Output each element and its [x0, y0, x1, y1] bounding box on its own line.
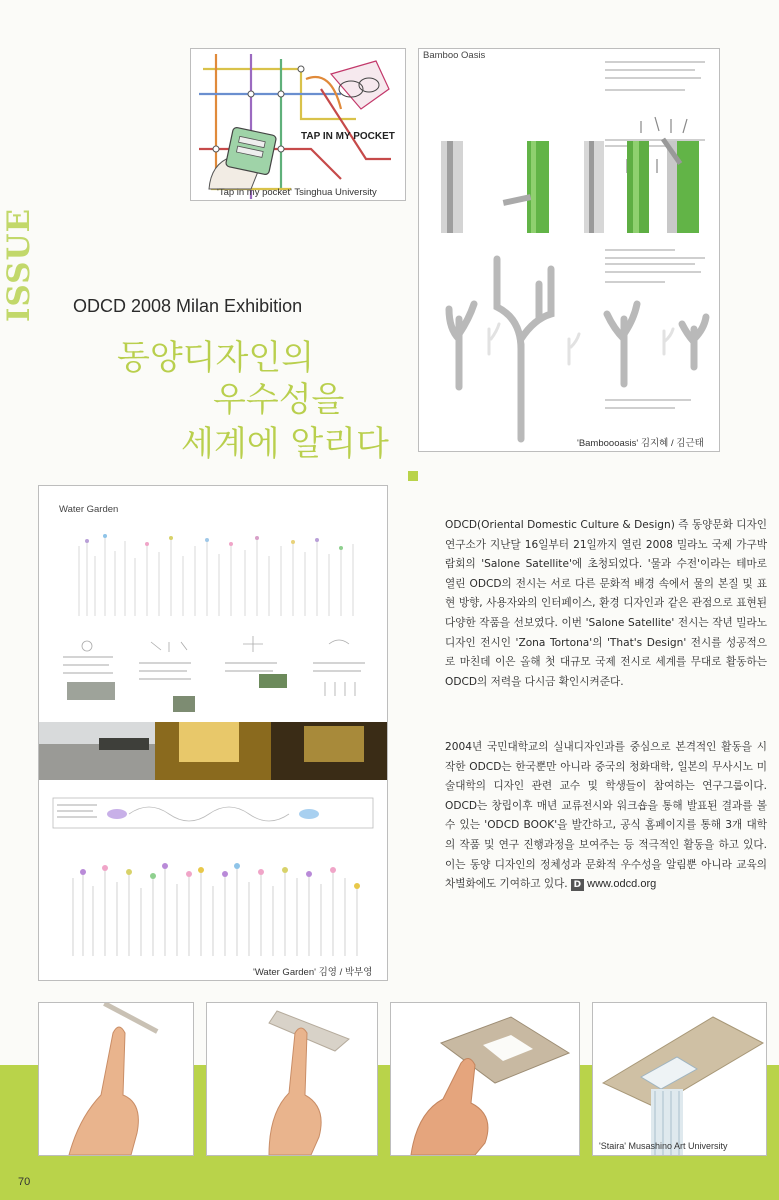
tap-caption: 'Tap in my pocket' Tsinghua University [217, 187, 377, 198]
headline-line-2: 우수성을 [213, 380, 345, 420]
staira-photo-1 [38, 1002, 194, 1156]
bamboo-illustration [419, 49, 719, 451]
exhibition-title: ODCD 2008 Milan Exhibition [73, 296, 303, 316]
paragraph-1-text: ODCD(Oriental Domestic Culture & Design) 즉 동양문화 디자인 연구소가 지난달 16일부터 21일까지 열린 2008 밀라노 국제 가구박람회의 'Salone Satellite'에 초청되었다. '물과 수전'이라는 테마로 열린 ODCD의 전시는 서로 다른 문화적 배경 속에서 물의 본질 및 표현 방향, 사용자와의 인터페이스, 환경 디자인과 같은 관점으로 표현된 다양한 작품을 선보였다. 이번 'Salone Satellite' 전시는 작년 밀라노 디자인 전시인 'Zona Tortona'의 'That's Design' 전시를 성공적으로 마친데 이은 올해 첫 대규모 국제 전시로 세계를 무대로 활동하는 ODCD의 저력을 다시금 확인시켜준다. [445, 519, 767, 688]
bamboo-tap-photos [441, 138, 699, 233]
water-garden-illustration [39, 486, 387, 980]
headline-line-3: 세계에 알리다 [181, 424, 389, 464]
staira-photo-3 [390, 1002, 580, 1156]
odcd-d-icon: D [571, 879, 584, 891]
staira-fountain-illustration [593, 1003, 766, 1155]
section-marker [408, 471, 418, 481]
water-garden-photos [39, 722, 387, 780]
hand-finger-illustration [39, 1003, 193, 1155]
hand-tile-illustration [207, 1003, 377, 1155]
body-paragraph-2 [445, 738, 767, 895]
page-number: 70 [18, 1176, 31, 1188]
figure-water-garden [38, 485, 388, 981]
headline-line-1: 동양디자인의 [117, 338, 315, 378]
figure-bamboo-oasis [418, 48, 720, 452]
staira-photo-2 [206, 1002, 378, 1156]
bamboo-panel-title: Bamboo Oasis [423, 50, 486, 61]
staira-photo-4 [592, 1002, 767, 1156]
paragraph-2-text: 2004년 국민대학교의 실내디자인과를 중심으로 본격적인 활동을 시작한 ODCD는 한국뿐만 아니라 중국의 청화대학, 일본의 무사시노 미술대학의 디자인 관련 교수 및 학생들이 참여하는 연구그룹이다. ODCD는 창립이후 매년 교류전시와 워크숍을 통해 발표된 결과를 볼 수 있는 'ODCD BOOK'을 발간하고, 공식 홈페이지를 통해 3개 대학의 작품 및 연구 진행과정을 보여주는 등 적극적인 활동을 하고 있다. 이는 동양 디자인의 정체성과 문화적 우수성을 알림뿐 아니라 교육의 차별화에도 기여하고 있다. [445, 741, 767, 891]
subway-map-illustration [191, 49, 405, 200]
staira-caption: 'Staira' Musashino Art University [599, 1141, 728, 1151]
tap-inner-title: TAP IN MY POCKET [301, 131, 395, 142]
hand-with-device [209, 127, 277, 189]
hand-frame-illustration [391, 1003, 579, 1155]
figure-tap-in-my-pocket [190, 48, 406, 201]
odcd-website-link[interactable]: www.odcd.org [587, 878, 657, 891]
section-label [2, 200, 36, 330]
bamboo-caption: 'Bamboooasis' 김지혜 / 김근태 [577, 438, 704, 449]
water-caption: 'Water Garden' 김영 / 박부영 [253, 967, 373, 978]
section-label-text: ISSUE [1, 207, 37, 323]
body-paragraph-1 [445, 516, 767, 692]
water-panel-title: Water Garden [59, 504, 119, 515]
